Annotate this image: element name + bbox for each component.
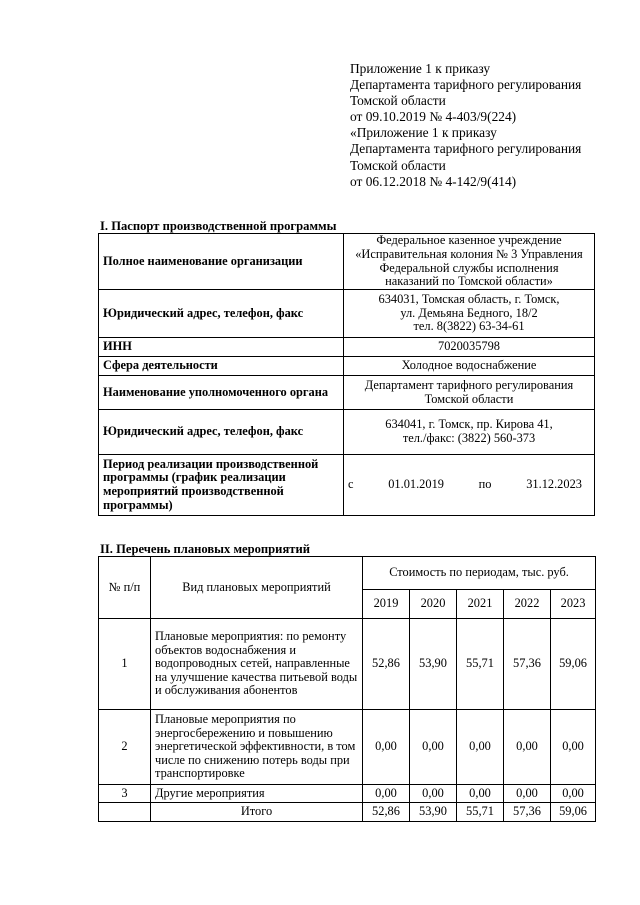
- row-label: Наименование уполномоченного органа: [99, 376, 344, 410]
- period-from-word: с: [348, 477, 354, 492]
- year-header: 2022: [504, 590, 551, 619]
- row-label: Сфера деятельности: [99, 357, 344, 376]
- row-label: Полное наименование организации: [99, 234, 344, 290]
- table-row: [99, 376, 595, 410]
- table-row: [99, 619, 596, 710]
- row-num: 3: [99, 785, 151, 803]
- row-value: 57,36: [504, 619, 551, 710]
- header-line: Департамента тарифного регулирования: [350, 77, 582, 93]
- total-empty-cell: [99, 803, 151, 822]
- col-header-cost: Стоимость по периодам, тыс. руб.: [363, 557, 596, 590]
- row-value: 55,71: [457, 619, 504, 710]
- section-title-passport: I. Паспорт производственной программы: [100, 219, 337, 233]
- value-line: Федеральное казенное учреждение: [376, 233, 562, 248]
- total-value: 53,90: [410, 803, 457, 822]
- period-value: [344, 455, 595, 516]
- row-name: Плановые мероприятия: по ремонту объектов водоснабжения и водопроводных сетей, направленные на улучшение качества питьевой воды и обслуживания абонентов: [151, 619, 363, 710]
- year-header: 2020: [410, 590, 457, 619]
- row-name: Другие мероприятия: [151, 785, 363, 803]
- header-line: от 06.12.2018 № 4-142/9(414): [350, 173, 517, 189]
- value-line: Департамент тарифного регулирования: [364, 377, 574, 392]
- row-num: 1: [99, 619, 151, 710]
- table-row: [99, 338, 595, 357]
- value-line: Холодное водоснабжение: [401, 358, 537, 373]
- col-header-num: № п/п: [99, 557, 151, 619]
- row-value: 0,00: [457, 710, 504, 785]
- header-line: Томской области: [350, 93, 446, 109]
- row-label: Юридический адрес, телефон, факс: [99, 410, 344, 455]
- value-line: Томской области: [424, 391, 514, 406]
- table-row: [99, 785, 596, 803]
- value-line: тел./факс: (3822) 560-373: [402, 431, 536, 445]
- row-value: [344, 234, 595, 290]
- row-value: [344, 410, 595, 455]
- row-label: ИНН: [99, 338, 344, 357]
- row-value: 52,86: [363, 619, 410, 710]
- row-value: [344, 357, 595, 376]
- value-line: 7020035798: [438, 339, 500, 354]
- row-value: 53,90: [410, 619, 457, 710]
- section-title-measures: II. Перечень плановых мероприятий: [100, 542, 310, 556]
- row-value: [344, 290, 595, 338]
- row-value: [344, 376, 595, 410]
- table-row: [99, 410, 595, 455]
- order-header: [350, 61, 630, 190]
- header-line: Приложение 1 к приказу: [350, 61, 491, 76]
- row-value: 0,00: [504, 710, 551, 785]
- row-value: 0,00: [363, 710, 410, 785]
- value-line: 634041, г. Томск, пр. Кирова 41,: [385, 417, 553, 432]
- col-header-name: Вид плановых мероприятий: [151, 557, 363, 619]
- period-from: 01.01.2019: [388, 477, 444, 492]
- total-row: [99, 803, 596, 822]
- measures-table: [98, 556, 596, 822]
- header-line: Томской области: [350, 157, 446, 173]
- row-name: Плановые мероприятия по энергосбережению и повышению энергетической эффективности, в том числе по снижению потерь воды при транспортировке: [151, 710, 363, 785]
- table-row: [99, 455, 595, 516]
- row-value: 0,00: [551, 785, 596, 803]
- row-value: 0,00: [504, 785, 551, 803]
- passport-table: [98, 233, 595, 516]
- row-value: 0,00: [457, 785, 504, 803]
- table-row: [99, 710, 596, 785]
- row-value: 0,00: [551, 710, 596, 785]
- total-value: 59,06: [551, 803, 596, 822]
- total-value: 57,36: [504, 803, 551, 822]
- year-header: 2019: [363, 590, 410, 619]
- value-line: ул. Демьяна Бедного, 18/2: [400, 305, 538, 320]
- year-header: 2021: [457, 590, 504, 619]
- value-line: наказаний по Томской области»: [385, 274, 553, 289]
- row-value: 0,00: [410, 710, 457, 785]
- row-value: 59,06: [551, 619, 596, 710]
- period-to: 31.12.2023: [526, 477, 582, 492]
- year-header: 2023: [551, 590, 596, 619]
- total-value: 52,86: [363, 803, 410, 822]
- period-label: Период реализации производственной программы (график реализации мероприятий производственной программы): [99, 455, 344, 516]
- table-header-row: [99, 557, 596, 590]
- period-to-word: по: [478, 477, 492, 492]
- table-row: [99, 234, 595, 290]
- header-line: от 09.10.2019 № 4-403/9(224): [350, 109, 517, 125]
- row-value: 0,00: [363, 785, 410, 803]
- header-line: Департамента тарифного регулирования: [350, 141, 582, 157]
- row-num: 2: [99, 710, 151, 785]
- header-line: «Приложение 1 к приказу: [350, 125, 497, 141]
- row-label: Юридический адрес, телефон, факс: [99, 290, 344, 338]
- row-value: [344, 338, 595, 357]
- value-line: «Исправительная колония № 3 Управления: [355, 246, 583, 261]
- total-label: Итого: [151, 803, 363, 822]
- row-value: 0,00: [410, 785, 457, 803]
- value-line: тел. 8(3822) 63-34-61: [413, 319, 525, 334]
- table-row: [99, 290, 595, 338]
- total-value: 55,71: [457, 803, 504, 822]
- value-line: 634031, Томская область, г. Томск,: [378, 292, 560, 307]
- value-line: Федеральной службы исполнения: [379, 260, 559, 275]
- table-row: [99, 357, 595, 376]
